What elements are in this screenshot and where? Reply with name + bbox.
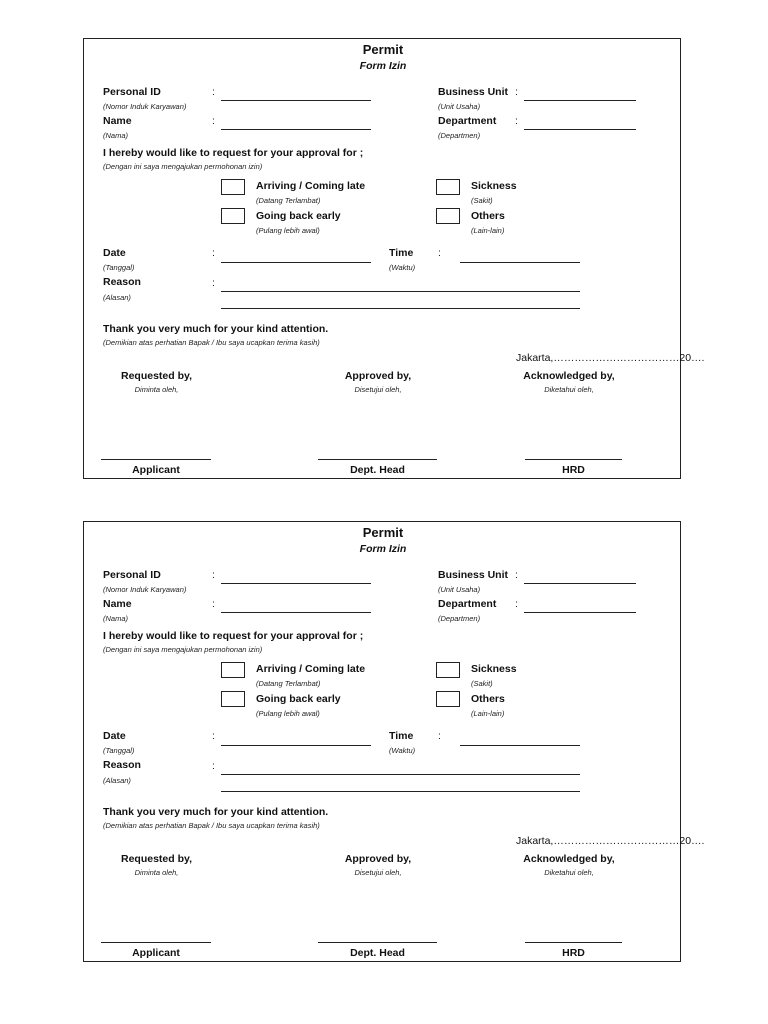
date-sublabel: (Tanggal) — [103, 746, 135, 755]
name-sublabel: (Nama) — [103, 614, 129, 623]
reason-sublabel: (Alasan) — [103, 776, 131, 785]
permit-form-1 — [83, 38, 705, 479]
department-label: Department — [438, 598, 497, 610]
date-field[interactable] — [221, 262, 371, 263]
personal-id-sublabel: (Nomor Induk Karyawan) — [103, 102, 187, 111]
thanks-subtext: (Demikian atas perhatian Bapak / Ibu saya ucapkan terima kasih) — [103, 338, 320, 347]
applicant-signature-line[interactable] — [101, 459, 211, 460]
thanks-text: Thank you very much for your kind attention. — [103, 323, 329, 335]
option-others-sublabel: (Lain-lain) — [471, 709, 505, 718]
time-label: Time — [389, 247, 414, 259]
request-subtext: (Dengan ini saya mengajukan permohonan izin) — [103, 162, 263, 171]
acknowledged-by-sublabel: Diketahui oleh, — [544, 868, 594, 877]
name-field[interactable] — [221, 129, 371, 130]
colon: : — [212, 598, 215, 610]
form-subtitle: Form Izin — [359, 543, 407, 555]
applicant-label: Applicant — [132, 947, 180, 959]
option-sickness-sublabel: (Sakit) — [471, 196, 493, 205]
colon: : — [212, 760, 215, 772]
requested-by-sublabel: Diminta oleh, — [134, 385, 179, 394]
department-sublabel: (Departmen) — [438, 131, 481, 140]
colon: : — [515, 598, 518, 610]
date-label: Date — [103, 730, 126, 742]
business-unit-sublabel: (Unit Usaha) — [438, 102, 481, 111]
colon: : — [212, 86, 215, 98]
permit-form-2 — [83, 521, 705, 962]
hrd-label: HRD — [562, 947, 585, 959]
option-arriving-late-sublabel: (Datang Terlambat) — [256, 679, 321, 688]
colon: : — [515, 86, 518, 98]
time-sublabel: (Waktu) — [389, 746, 416, 755]
name-label: Name — [103, 115, 132, 127]
checkbox-others[interactable] — [436, 691, 460, 707]
business-unit-label: Business Unit — [438, 86, 509, 98]
dept-head-label: Dept. Head — [350, 464, 405, 476]
department-label: Department — [438, 115, 497, 127]
option-going-back-early-sublabel: (Pulang lebih awal) — [256, 226, 320, 235]
colon: : — [438, 730, 441, 742]
reason-label: Reason — [103, 276, 141, 288]
hrd-signature-line[interactable] — [525, 942, 622, 943]
request-text: I hereby would like to request for your approval for ; — [103, 630, 364, 642]
dept-head-signature-line[interactable] — [318, 459, 437, 460]
reason-field-line-1[interactable] — [221, 774, 580, 775]
option-arriving-late-label: Arriving / Coming late — [256, 663, 366, 675]
requested-by-sublabel: Diminta oleh, — [134, 868, 179, 877]
reason-sublabel: (Alasan) — [103, 293, 131, 302]
colon: : — [212, 115, 215, 127]
form-subtitle: Form Izin — [359, 60, 407, 72]
department-field[interactable] — [524, 612, 636, 613]
date-field[interactable] — [221, 745, 371, 746]
option-sickness-label: Sickness — [471, 180, 517, 192]
requested-by-label: Requested by, — [121, 370, 192, 382]
checkbox-arriving-late[interactable] — [221, 179, 245, 195]
request-subtext: (Dengan ini saya mengajukan permohonan izin) — [103, 645, 263, 654]
form-title: Permit — [362, 525, 404, 540]
colon: : — [438, 247, 441, 259]
option-others-label: Others — [471, 210, 505, 222]
colon: : — [212, 277, 215, 289]
date-label: Date — [103, 247, 126, 259]
colon: : — [212, 730, 215, 742]
personal-id-label: Personal ID — [103, 86, 161, 98]
colon: : — [515, 569, 518, 581]
approved-by-sublabel: Disetujui oleh, — [354, 385, 402, 394]
place-date: Jakarta,………………………………20…. — [516, 352, 705, 364]
name-field[interactable] — [221, 612, 371, 613]
option-going-back-early-label: Going back early — [256, 210, 341, 222]
thanks-subtext: (Demikian atas perhatian Bapak / Ibu saya ucapkan terima kasih) — [103, 821, 320, 830]
colon: : — [515, 115, 518, 127]
date-sublabel: (Tanggal) — [103, 263, 135, 272]
option-going-back-early-sublabel: (Pulang lebih awal) — [256, 709, 320, 718]
acknowledged-by-label: Acknowledged by, — [523, 853, 615, 865]
time-label: Time — [389, 730, 414, 742]
thanks-text: Thank you very much for your kind attention. — [103, 806, 329, 818]
personal-id-label: Personal ID — [103, 569, 161, 581]
applicant-signature-line[interactable] — [101, 942, 211, 943]
option-arriving-late-sublabel: (Datang Terlambat) — [256, 196, 321, 205]
name-label: Name — [103, 598, 132, 610]
checkbox-going-back-early[interactable] — [221, 208, 245, 224]
option-arriving-late-label: Arriving / Coming late — [256, 180, 366, 192]
option-others-label: Others — [471, 693, 505, 705]
department-sublabel: (Departmen) — [438, 614, 481, 623]
approved-by-label: Approved by, — [344, 370, 412, 382]
personal-id-field[interactable] — [221, 100, 371, 101]
name-sublabel: (Nama) — [103, 131, 129, 140]
checkbox-sickness[interactable] — [436, 662, 460, 678]
option-sickness-sublabel: (Sakit) — [471, 679, 493, 688]
form-title: Permit — [362, 42, 404, 57]
department-field[interactable] — [524, 129, 636, 130]
personal-id-field[interactable] — [221, 583, 371, 584]
option-going-back-early-label: Going back early — [256, 693, 341, 705]
dept-head-signature-line[interactable] — [318, 942, 437, 943]
business-unit-sublabel: (Unit Usaha) — [438, 585, 481, 594]
acknowledged-by-sublabel: Diketahui oleh, — [544, 385, 594, 394]
reason-field-line-1[interactable] — [221, 291, 580, 292]
requested-by-label: Requested by, — [121, 853, 192, 865]
dept-head-label: Dept. Head — [350, 947, 405, 959]
approved-by-sublabel: Disetujui oleh, — [354, 868, 402, 877]
personal-id-sublabel: (Nomor Induk Karyawan) — [103, 585, 187, 594]
acknowledged-by-label: Acknowledged by, — [523, 370, 615, 382]
business-unit-field[interactable] — [524, 583, 636, 584]
option-others-sublabel: (Lain-lain) — [471, 226, 505, 235]
hrd-label: HRD — [562, 464, 585, 476]
request-text: I hereby would like to request for your approval for ; — [103, 147, 364, 159]
hrd-signature-line[interactable] — [525, 459, 622, 460]
approved-by-label: Approved by, — [344, 853, 412, 865]
time-field[interactable] — [460, 262, 580, 263]
checkbox-others[interactable] — [436, 208, 460, 224]
place-date: Jakarta,………………………………20…. — [516, 835, 705, 847]
reason-field-line-2[interactable] — [221, 791, 580, 792]
business-unit-label: Business Unit — [438, 569, 509, 581]
applicant-label: Applicant — [132, 464, 180, 476]
option-sickness-label: Sickness — [471, 663, 517, 675]
time-field[interactable] — [460, 745, 580, 746]
checkbox-going-back-early[interactable] — [221, 691, 245, 707]
business-unit-field[interactable] — [524, 100, 636, 101]
checkbox-sickness[interactable] — [436, 179, 460, 195]
time-sublabel: (Waktu) — [389, 263, 416, 272]
reason-label: Reason — [103, 759, 141, 771]
colon: : — [212, 247, 215, 259]
colon: : — [212, 569, 215, 581]
checkbox-arriving-late[interactable] — [221, 662, 245, 678]
reason-field-line-2[interactable] — [221, 308, 580, 309]
